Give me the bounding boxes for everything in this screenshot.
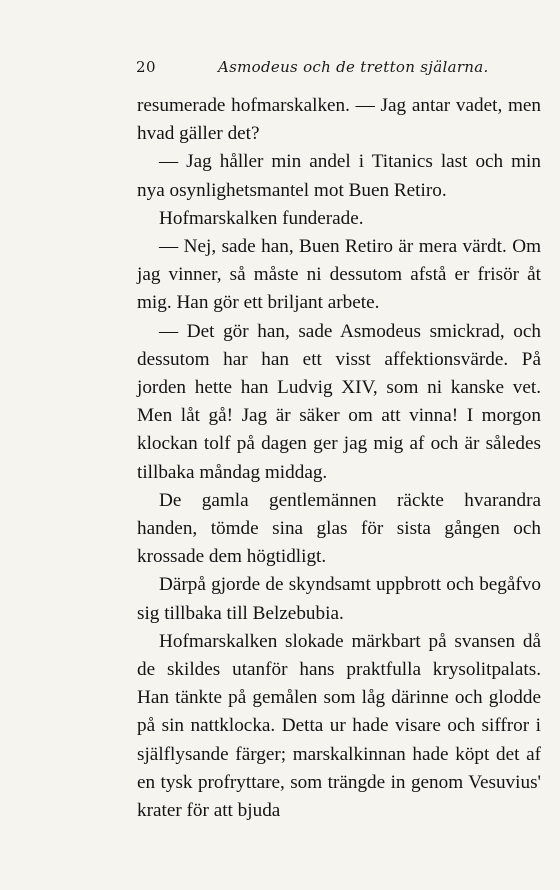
body-text bbox=[137, 92, 541, 825]
paragraph: — Nej, sade han, Buen Retiro är mera värdt. Om jag vinner, så måste ni dessutom afstå er frisör åt mig. Han gör ett briljant arbete. bbox=[137, 236, 541, 314]
paragraph: Därpå gjorde de skyndsamt uppbrott och begåfvo sig tillbaka till Belzebubia. bbox=[137, 574, 541, 624]
paragraph: — Det gör han, sade Asmodeus smickrad, och dessutom har han ett visst affektionsvärde. På jorden hette han Ludvig XIV, som ni kanske vet. Men låt gå! Jag är säker om att vinna! I morgon klockan tolf på dagen ger jag mig af och är således tillbaka måndag middag. bbox=[137, 320, 541, 483]
page-number: 20 bbox=[136, 58, 157, 76]
paragraph: — Jag håller min andel i Titanics last och min nya osynlighetsmantel mot Buen Retiro. bbox=[137, 151, 541, 201]
paragraph: Hofmarskalken funderade. bbox=[159, 207, 364, 229]
page-header bbox=[136, 58, 540, 80]
paragraph: resumerade hofmarskalken. — Jag antar vadet, men hvad gäller det? bbox=[137, 95, 541, 145]
paragraph: Hofmarskalken slokade märkbart på svansen då de skildes utanför hans praktfulla krysolitpalats. Han tänkte på gemålen som låg därinne och glodde på sin nattklocka. Detta ur hade visare och siffror i själflysande färger; marskalkinnan hade köpt det af en tysk profryttare, som trängde in genom Vesuvius' krater för att bjuda bbox=[137, 630, 541, 822]
paragraph: De gamla gentlemännen räckte hvarandra handen, tömde sina glas för sista gången och krossade dem högtidligt. bbox=[137, 489, 541, 568]
running-title: Asmodeus och de tretton själarna. bbox=[218, 58, 489, 76]
